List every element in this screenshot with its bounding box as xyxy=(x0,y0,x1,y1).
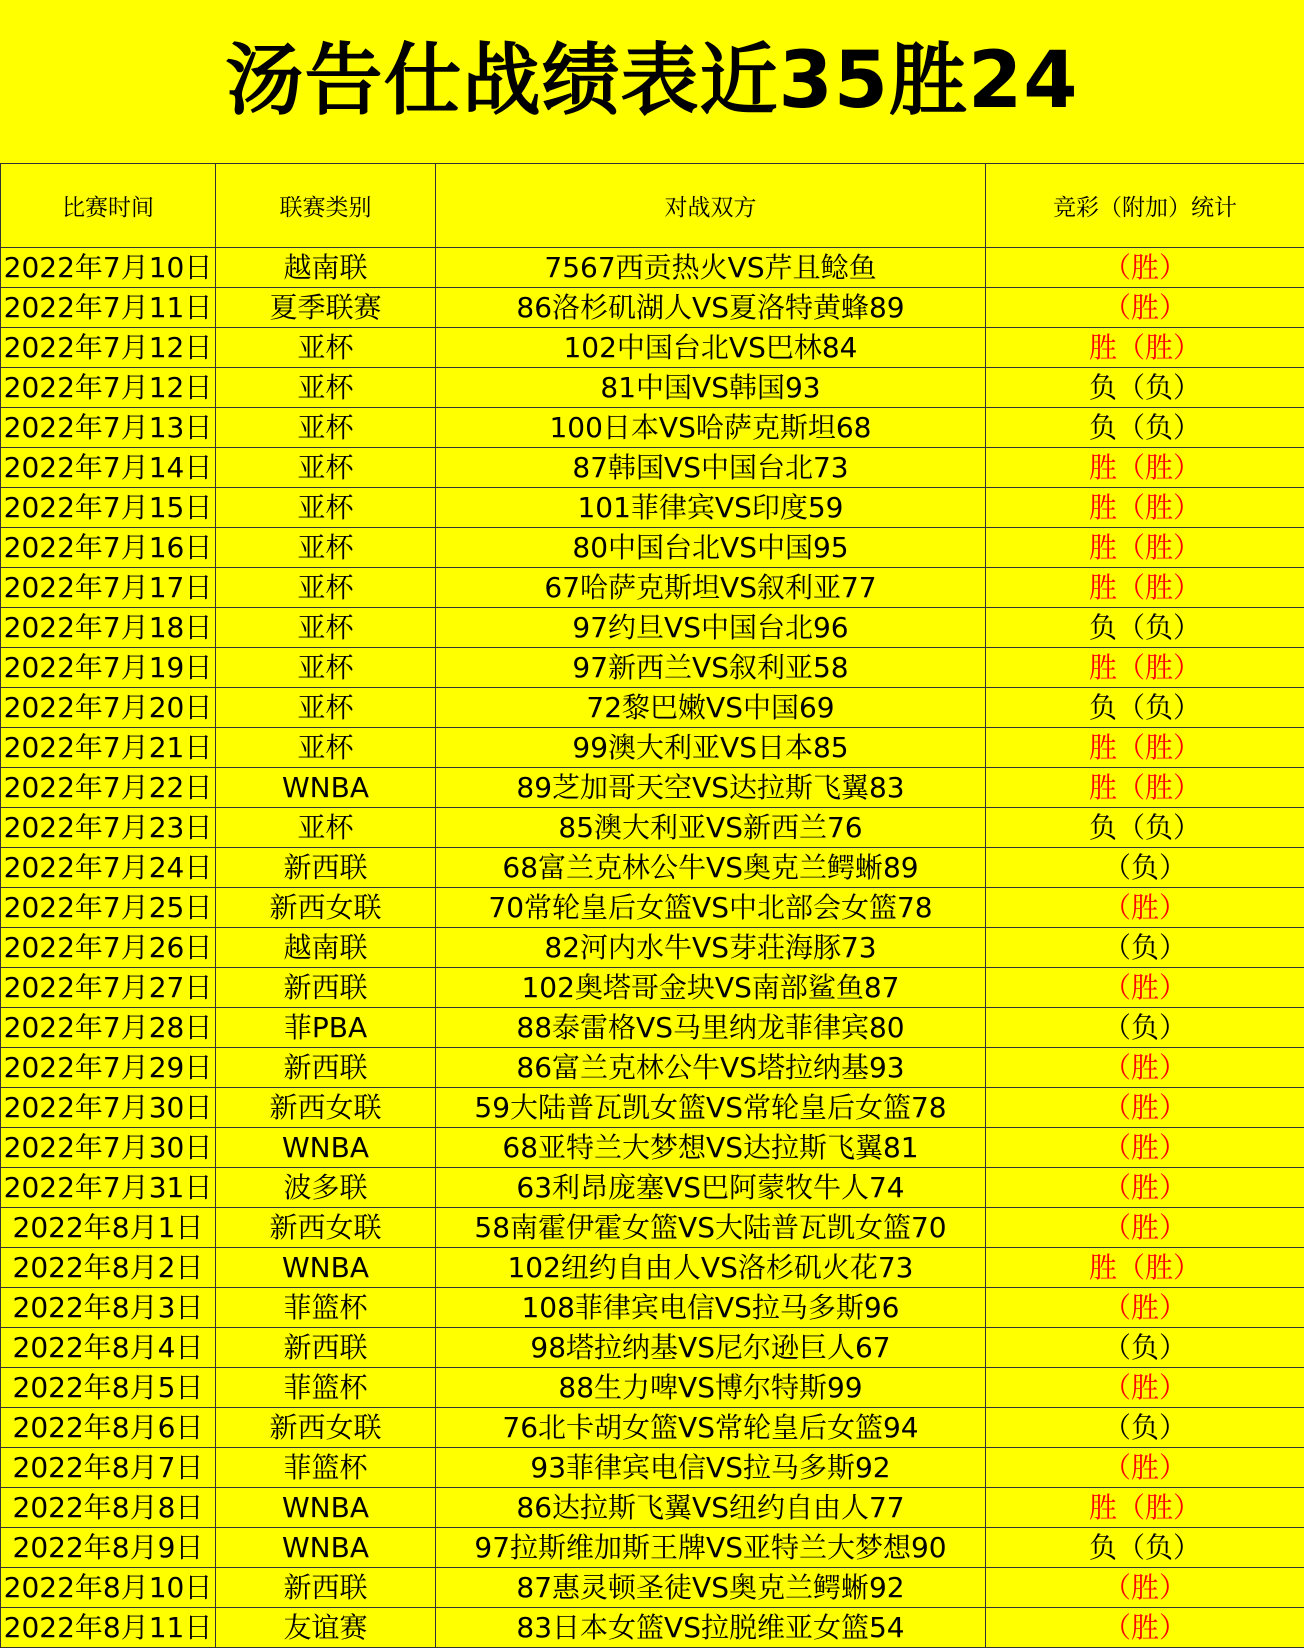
cell-league: WNBA xyxy=(216,1128,436,1168)
table-row xyxy=(1,1008,1304,1048)
header-date: 比赛时间 xyxy=(1,164,216,248)
table-row xyxy=(1,1128,1304,1168)
cell-date: 2022年7月28日 xyxy=(1,1008,216,1048)
cell-result: 胜（胜） xyxy=(986,328,1304,368)
cell-league: 新西女联 xyxy=(216,1088,436,1128)
cell-match: 100日本VS哈萨克斯坦68 xyxy=(436,408,986,448)
table-body xyxy=(1,248,1304,1648)
cell-match: 93菲律宾电信VS拉马多斯92 xyxy=(436,1448,986,1488)
cell-result: （胜） xyxy=(986,888,1304,928)
cell-date: 2022年7月30日 xyxy=(1,1088,216,1128)
cell-result: 负（负） xyxy=(986,368,1304,408)
cell-date: 2022年7月12日 xyxy=(1,368,216,408)
cell-league: 新西联 xyxy=(216,968,436,1008)
table-row xyxy=(1,888,1304,928)
cell-date: 2022年7月13日 xyxy=(1,408,216,448)
table-row xyxy=(1,848,1304,888)
cell-match: 70常轮皇后女篮VS中北部会女篮78 xyxy=(436,888,986,928)
cell-result: （胜） xyxy=(986,1208,1304,1248)
cell-match: 67哈萨克斯坦VS叙利亚77 xyxy=(436,568,986,608)
cell-league: 亚杯 xyxy=(216,688,436,728)
table-row xyxy=(1,568,1304,608)
cell-league: WNBA xyxy=(216,768,436,808)
cell-result: （胜） xyxy=(986,1608,1304,1648)
cell-match: 81中国VS韩国93 xyxy=(436,368,986,408)
cell-league: WNBA xyxy=(216,1248,436,1288)
header-league: 联赛类别 xyxy=(216,164,436,248)
cell-match: 82河内水牛VS芽荘海豚73 xyxy=(436,928,986,968)
cell-league: 新西女联 xyxy=(216,888,436,928)
cell-league: 亚杯 xyxy=(216,368,436,408)
cell-result: 胜（胜） xyxy=(986,568,1304,608)
table-row xyxy=(1,1208,1304,1248)
cell-league: 新西联 xyxy=(216,1568,436,1608)
cell-result: 负（负） xyxy=(986,1528,1304,1568)
cell-result: 负（负） xyxy=(986,688,1304,728)
table-row xyxy=(1,608,1304,648)
cell-match: 83日本女篮VS拉脱维亚女篮54 xyxy=(436,1608,986,1648)
cell-result: 负（负） xyxy=(986,408,1304,448)
cell-league: 新西女联 xyxy=(216,1208,436,1248)
cell-date: 2022年7月18日 xyxy=(1,608,216,648)
cell-league: 亚杯 xyxy=(216,648,436,688)
cell-match: 88生力啤VS博尔特斯99 xyxy=(436,1368,986,1408)
cell-match: 89芝加哥天空VS达拉斯飞翼83 xyxy=(436,768,986,808)
cell-match: 87韩国VS中国台北73 xyxy=(436,448,986,488)
table-row xyxy=(1,1088,1304,1128)
cell-date: 2022年8月7日 xyxy=(1,1448,216,1488)
cell-result: 胜（胜） xyxy=(986,728,1304,768)
cell-match: 59大陆普瓦凯女篮VS常轮皇后女篮78 xyxy=(436,1088,986,1128)
cell-date: 2022年8月3日 xyxy=(1,1288,216,1328)
cell-match: 86达拉斯飞翼VS纽约自由人77 xyxy=(436,1488,986,1528)
cell-match: 102纽约自由人VS洛杉矶火花73 xyxy=(436,1248,986,1288)
cell-date: 2022年7月20日 xyxy=(1,688,216,728)
cell-match: 87惠灵顿圣徒VS奥克兰鳄蜥92 xyxy=(436,1568,986,1608)
table-row xyxy=(1,368,1304,408)
table-row xyxy=(1,328,1304,368)
cell-date: 2022年8月9日 xyxy=(1,1528,216,1568)
cell-result: （负） xyxy=(986,1008,1304,1048)
page-title: 汤告仕战绩表近35胜24 xyxy=(0,0,1304,163)
table-row xyxy=(1,248,1304,288)
cell-date: 2022年7月26日 xyxy=(1,928,216,968)
cell-league: 菲篮杯 xyxy=(216,1448,436,1488)
cell-league: 友谊赛 xyxy=(216,1608,436,1648)
cell-league: 亚杯 xyxy=(216,728,436,768)
cell-match: 88泰雷格VS马里纳龙菲律宾80 xyxy=(436,1008,986,1048)
table-row xyxy=(1,1288,1304,1328)
cell-league: WNBA xyxy=(216,1488,436,1528)
cell-result: （胜） xyxy=(986,1368,1304,1408)
cell-league: 新西联 xyxy=(216,1048,436,1088)
cell-league: 亚杯 xyxy=(216,328,436,368)
cell-result: （胜） xyxy=(986,1128,1304,1168)
cell-match: 102奥塔哥金块VS南部鲨鱼87 xyxy=(436,968,986,1008)
cell-match: 68富兰克林公牛VS奥克兰鳄蜥89 xyxy=(436,848,986,888)
cell-league: 新西联 xyxy=(216,848,436,888)
cell-date: 2022年8月11日 xyxy=(1,1608,216,1648)
cell-result: 胜（胜） xyxy=(986,528,1304,568)
header-result: 竞彩（附加）统计 xyxy=(986,164,1304,248)
cell-match: 7567西贡热火VS芹且鲶鱼 xyxy=(436,248,986,288)
table-row xyxy=(1,448,1304,488)
cell-match: 58南霍伊霍女篮VS大陆普瓦凯女篮70 xyxy=(436,1208,986,1248)
cell-date: 2022年8月10日 xyxy=(1,1568,216,1608)
cell-match: 101菲律宾VS印度59 xyxy=(436,488,986,528)
cell-match: 102中国台北VS巴林84 xyxy=(436,328,986,368)
table-row xyxy=(1,1168,1304,1208)
cell-result: （负） xyxy=(986,848,1304,888)
cell-match: 63利昂庞塞VS巴阿蒙牧牛人74 xyxy=(436,1168,986,1208)
table-row xyxy=(1,968,1304,1008)
cell-result: （胜） xyxy=(986,248,1304,288)
cell-match: 72黎巴嫩VS中国69 xyxy=(436,688,986,728)
cell-date: 2022年8月8日 xyxy=(1,1488,216,1528)
table-row xyxy=(1,1408,1304,1448)
cell-date: 2022年7月17日 xyxy=(1,568,216,608)
cell-result: （胜） xyxy=(986,1168,1304,1208)
cell-match: 98塔拉纳基VS尼尔逊巨人67 xyxy=(436,1328,986,1368)
cell-match: 68亚特兰大梦想VS达拉斯飞翼81 xyxy=(436,1128,986,1168)
cell-date: 2022年7月29日 xyxy=(1,1048,216,1088)
cell-league: WNBA xyxy=(216,1528,436,1568)
cell-result: （胜） xyxy=(986,968,1304,1008)
cell-date: 2022年7月16日 xyxy=(1,528,216,568)
cell-league: 亚杯 xyxy=(216,528,436,568)
cell-date: 2022年7月27日 xyxy=(1,968,216,1008)
header-match: 对战双方 xyxy=(436,164,986,248)
table-row xyxy=(1,928,1304,968)
cell-result: （胜） xyxy=(986,288,1304,328)
cell-date: 2022年7月10日 xyxy=(1,248,216,288)
cell-result: （负） xyxy=(986,1328,1304,1368)
cell-match: 97新西兰VS叙利亚58 xyxy=(436,648,986,688)
cell-date: 2022年7月25日 xyxy=(1,888,216,928)
cell-result: 负（负） xyxy=(986,808,1304,848)
cell-date: 2022年7月22日 xyxy=(1,768,216,808)
table-header-row xyxy=(1,164,1304,248)
cell-match: 108菲律宾电信VS拉马多斯96 xyxy=(436,1288,986,1328)
cell-match: 86洛杉矶湖人VS夏洛特黄蜂89 xyxy=(436,288,986,328)
cell-date: 2022年7月23日 xyxy=(1,808,216,848)
cell-date: 2022年7月19日 xyxy=(1,648,216,688)
cell-date: 2022年7月14日 xyxy=(1,448,216,488)
cell-league: 夏季联赛 xyxy=(216,288,436,328)
cell-result: 胜（胜） xyxy=(986,768,1304,808)
cell-league: 菲篮杯 xyxy=(216,1368,436,1408)
table-row xyxy=(1,1248,1304,1288)
cell-date: 2022年8月4日 xyxy=(1,1328,216,1368)
cell-league: 新西女联 xyxy=(216,1408,436,1448)
table-row xyxy=(1,528,1304,568)
table-row xyxy=(1,648,1304,688)
cell-league: 亚杯 xyxy=(216,808,436,848)
cell-league: 亚杯 xyxy=(216,568,436,608)
table-row xyxy=(1,488,1304,528)
cell-date: 2022年7月21日 xyxy=(1,728,216,768)
cell-date: 2022年7月31日 xyxy=(1,1168,216,1208)
cell-result: （胜） xyxy=(986,1088,1304,1128)
table-row xyxy=(1,768,1304,808)
cell-match: 80中国台北VS中国95 xyxy=(436,528,986,568)
cell-league: 新西联 xyxy=(216,1328,436,1368)
cell-league: 亚杯 xyxy=(216,608,436,648)
cell-result: 胜（胜） xyxy=(986,648,1304,688)
cell-date: 2022年7月12日 xyxy=(1,328,216,368)
cell-league: 菲篮杯 xyxy=(216,1288,436,1328)
cell-result: （胜） xyxy=(986,1048,1304,1088)
table-row xyxy=(1,1368,1304,1408)
table-row xyxy=(1,408,1304,448)
cell-date: 2022年8月5日 xyxy=(1,1368,216,1408)
cell-match: 85澳大利亚VS新西兰76 xyxy=(436,808,986,848)
cell-result: （胜） xyxy=(986,1448,1304,1488)
cell-date: 2022年8月6日 xyxy=(1,1408,216,1448)
table-row xyxy=(1,1048,1304,1088)
cell-result: 胜（胜） xyxy=(986,488,1304,528)
cell-result: 胜（胜） xyxy=(986,1488,1304,1528)
table-row xyxy=(1,728,1304,768)
cell-league: 亚杯 xyxy=(216,408,436,448)
cell-match: 99澳大利亚VS日本85 xyxy=(436,728,986,768)
table-row xyxy=(1,1568,1304,1608)
cell-date: 2022年7月24日 xyxy=(1,848,216,888)
cell-date: 2022年8月1日 xyxy=(1,1208,216,1248)
cell-match: 86富兰克林公牛VS塔拉纳基93 xyxy=(436,1048,986,1088)
cell-result: （负） xyxy=(986,1408,1304,1448)
table-row xyxy=(1,1448,1304,1488)
cell-result: 胜（胜） xyxy=(986,448,1304,488)
cell-league: 越南联 xyxy=(216,928,436,968)
cell-league: 亚杯 xyxy=(216,488,436,528)
table-row xyxy=(1,808,1304,848)
cell-date: 2022年7月11日 xyxy=(1,288,216,328)
cell-result: （胜） xyxy=(986,1568,1304,1608)
table-row xyxy=(1,1608,1304,1648)
record-table xyxy=(0,163,1304,1648)
table-row xyxy=(1,1528,1304,1568)
cell-league: 波多联 xyxy=(216,1168,436,1208)
table-row xyxy=(1,288,1304,328)
cell-result: （胜） xyxy=(986,1288,1304,1328)
cell-league: 亚杯 xyxy=(216,448,436,488)
cell-date: 2022年7月30日 xyxy=(1,1128,216,1168)
cell-league: 越南联 xyxy=(216,248,436,288)
cell-league: 菲PBA xyxy=(216,1008,436,1048)
cell-match: 97约旦VS中国台北96 xyxy=(436,608,986,648)
table-row xyxy=(1,1328,1304,1368)
cell-match: 76北卡胡女篮VS常轮皇后女篮94 xyxy=(436,1408,986,1448)
cell-result: 负（负） xyxy=(986,608,1304,648)
cell-result: 胜（胜） xyxy=(986,1248,1304,1288)
cell-result: （负） xyxy=(986,928,1304,968)
table-row xyxy=(1,1488,1304,1528)
cell-date: 2022年7月15日 xyxy=(1,488,216,528)
cell-match: 97拉斯维加斯王牌VS亚特兰大梦想90 xyxy=(436,1528,986,1568)
table-row xyxy=(1,688,1304,728)
cell-date: 2022年8月2日 xyxy=(1,1248,216,1288)
